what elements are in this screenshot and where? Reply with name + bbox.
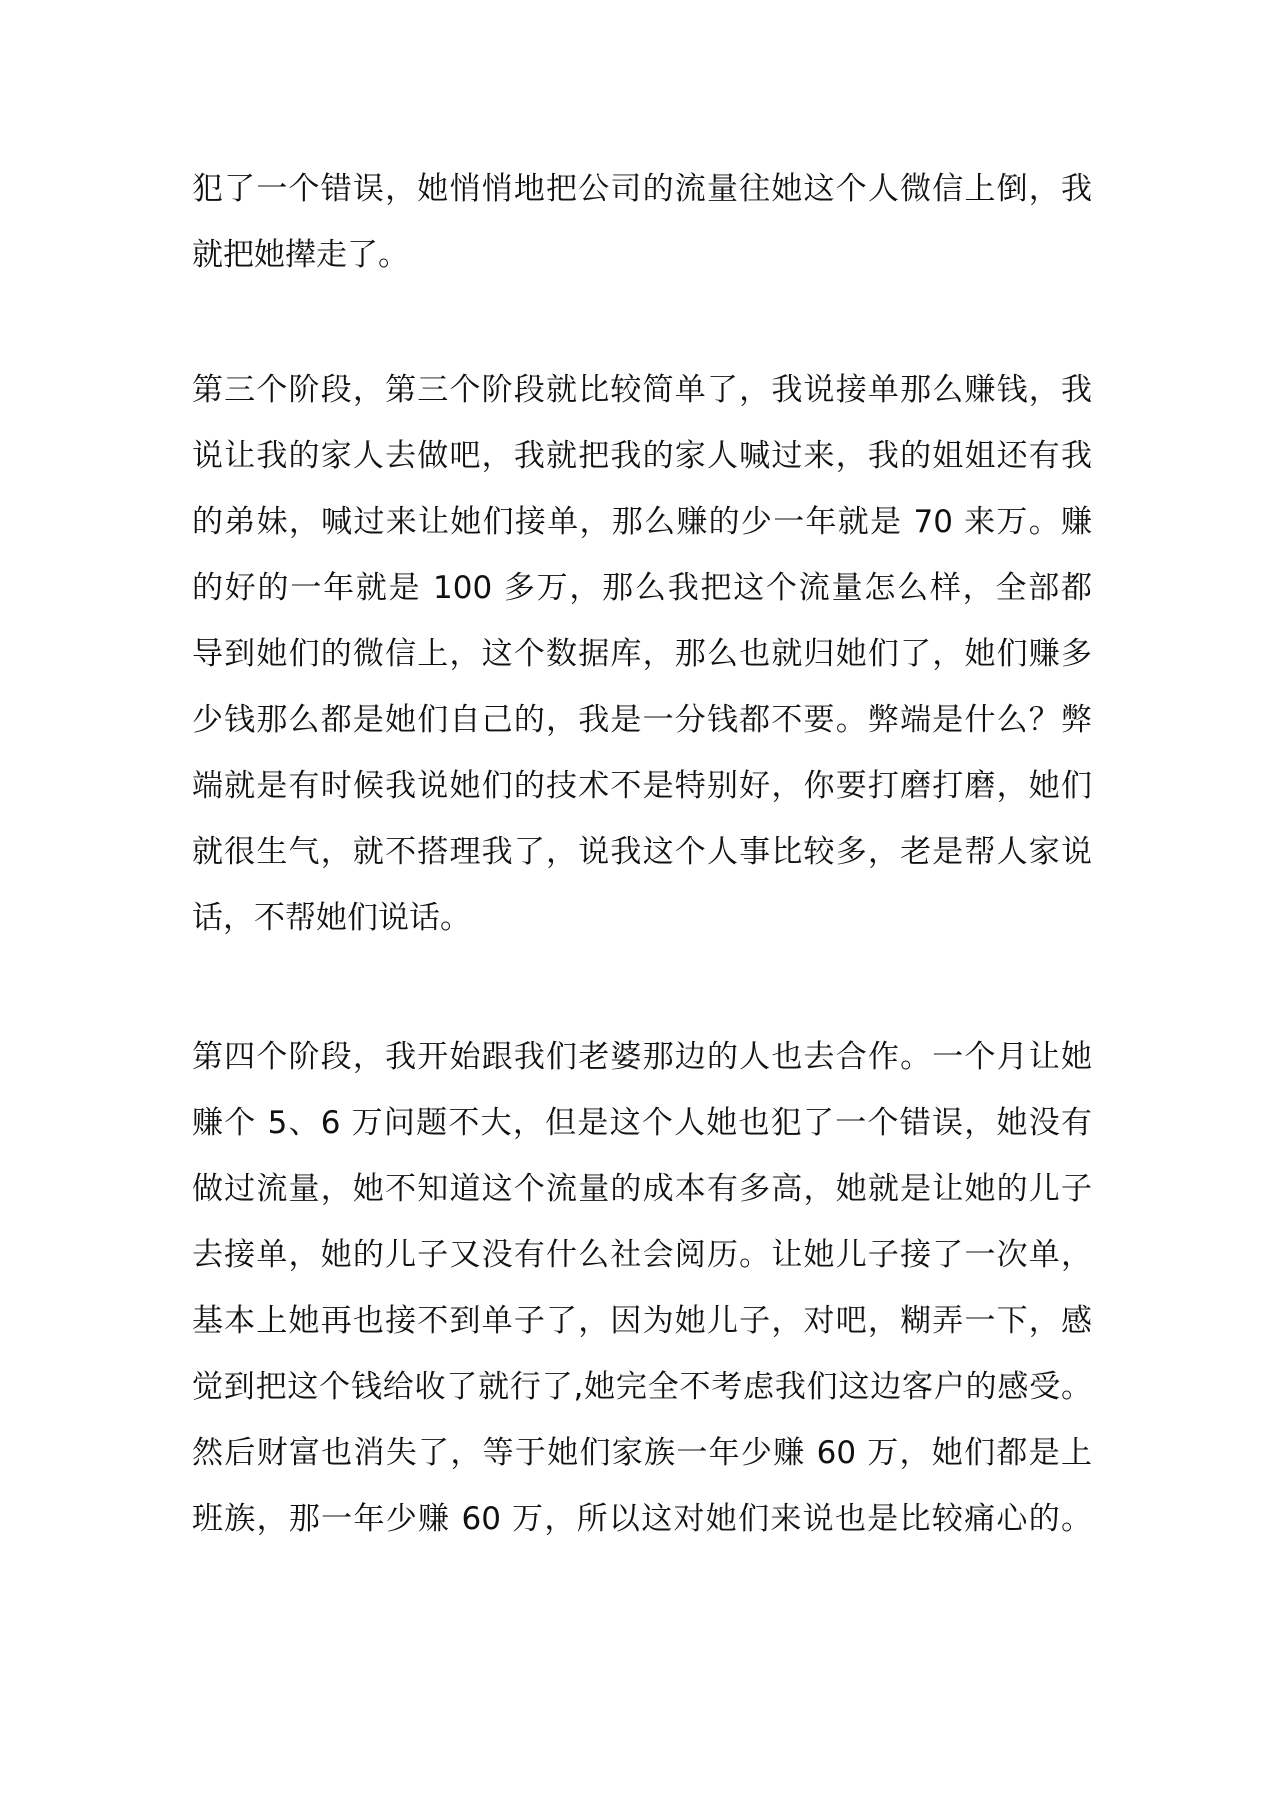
paragraph-2 bbox=[192, 357, 1092, 951]
text-line: 班族，那一年少赚 60 万，所以这对她们来说也是比较痛心的。 bbox=[192, 1501, 1092, 1537]
text-line: 导到她们的微信上，这个数据库，那么也就归她们了，她们赚多 bbox=[192, 636, 1092, 672]
text-line: 觉到把这个钱给收了就行了,她完全不考虑我们这边客户的感受。 bbox=[192, 1369, 1092, 1405]
text-line: 就很生气，就不搭理我了，说我这个人事比较多，老是帮人家说 bbox=[192, 834, 1092, 870]
text-line: 就把她撵走了。 bbox=[192, 237, 409, 273]
text-line: 然后财富也消失了，等于她们家族一年少赚 60 万，她们都是上 bbox=[192, 1435, 1092, 1471]
text-line: 犯了一个错误，她悄悄地把公司的流量往她这个人微信上倒，我 bbox=[192, 171, 1092, 207]
text-line: 的弟妹，喊过来让她们接单，那么赚的少一年就是 70 来万。赚 bbox=[192, 504, 1092, 540]
text-line: 第四个阶段，我开始跟我们老婆那边的人也去合作。一个月让她 bbox=[192, 1039, 1092, 1075]
text-line: 的好的一年就是 100 多万，那么我把这个流量怎么样，全部都 bbox=[192, 570, 1092, 606]
text-line: 说让我的家人去做吧，我就把我的家人喊过来，我的姐姐还有我 bbox=[192, 438, 1092, 474]
text-line: 话，不帮她们说话。 bbox=[192, 900, 471, 936]
paragraph-1 bbox=[192, 156, 1092, 288]
text-line: 做过流量，她不知道这个流量的成本有多高，她就是让她的儿子 bbox=[192, 1171, 1092, 1207]
text-line: 第三个阶段，第三个阶段就比较简单了，我说接单那么赚钱，我 bbox=[192, 372, 1092, 408]
text-line: 端就是有时候我说她们的技术不是特别好，你要打磨打磨，她们 bbox=[192, 768, 1092, 804]
text-line: 去接单，她的儿子又没有什么社会阅历。让她儿子接了一次单， bbox=[192, 1237, 1092, 1273]
text-line: 赚个 5、6 万问题不大，但是这个人她也犯了一个错误，她没有 bbox=[192, 1105, 1092, 1141]
text-line: 少钱那么都是她们自己的，我是一分钱都不要。弊端是什么？弊 bbox=[192, 702, 1092, 738]
text-line: 基本上她再也接不到单子了，因为她儿子，对吧，糊弄一下，感 bbox=[192, 1303, 1092, 1339]
paragraph-3 bbox=[192, 1024, 1092, 1552]
